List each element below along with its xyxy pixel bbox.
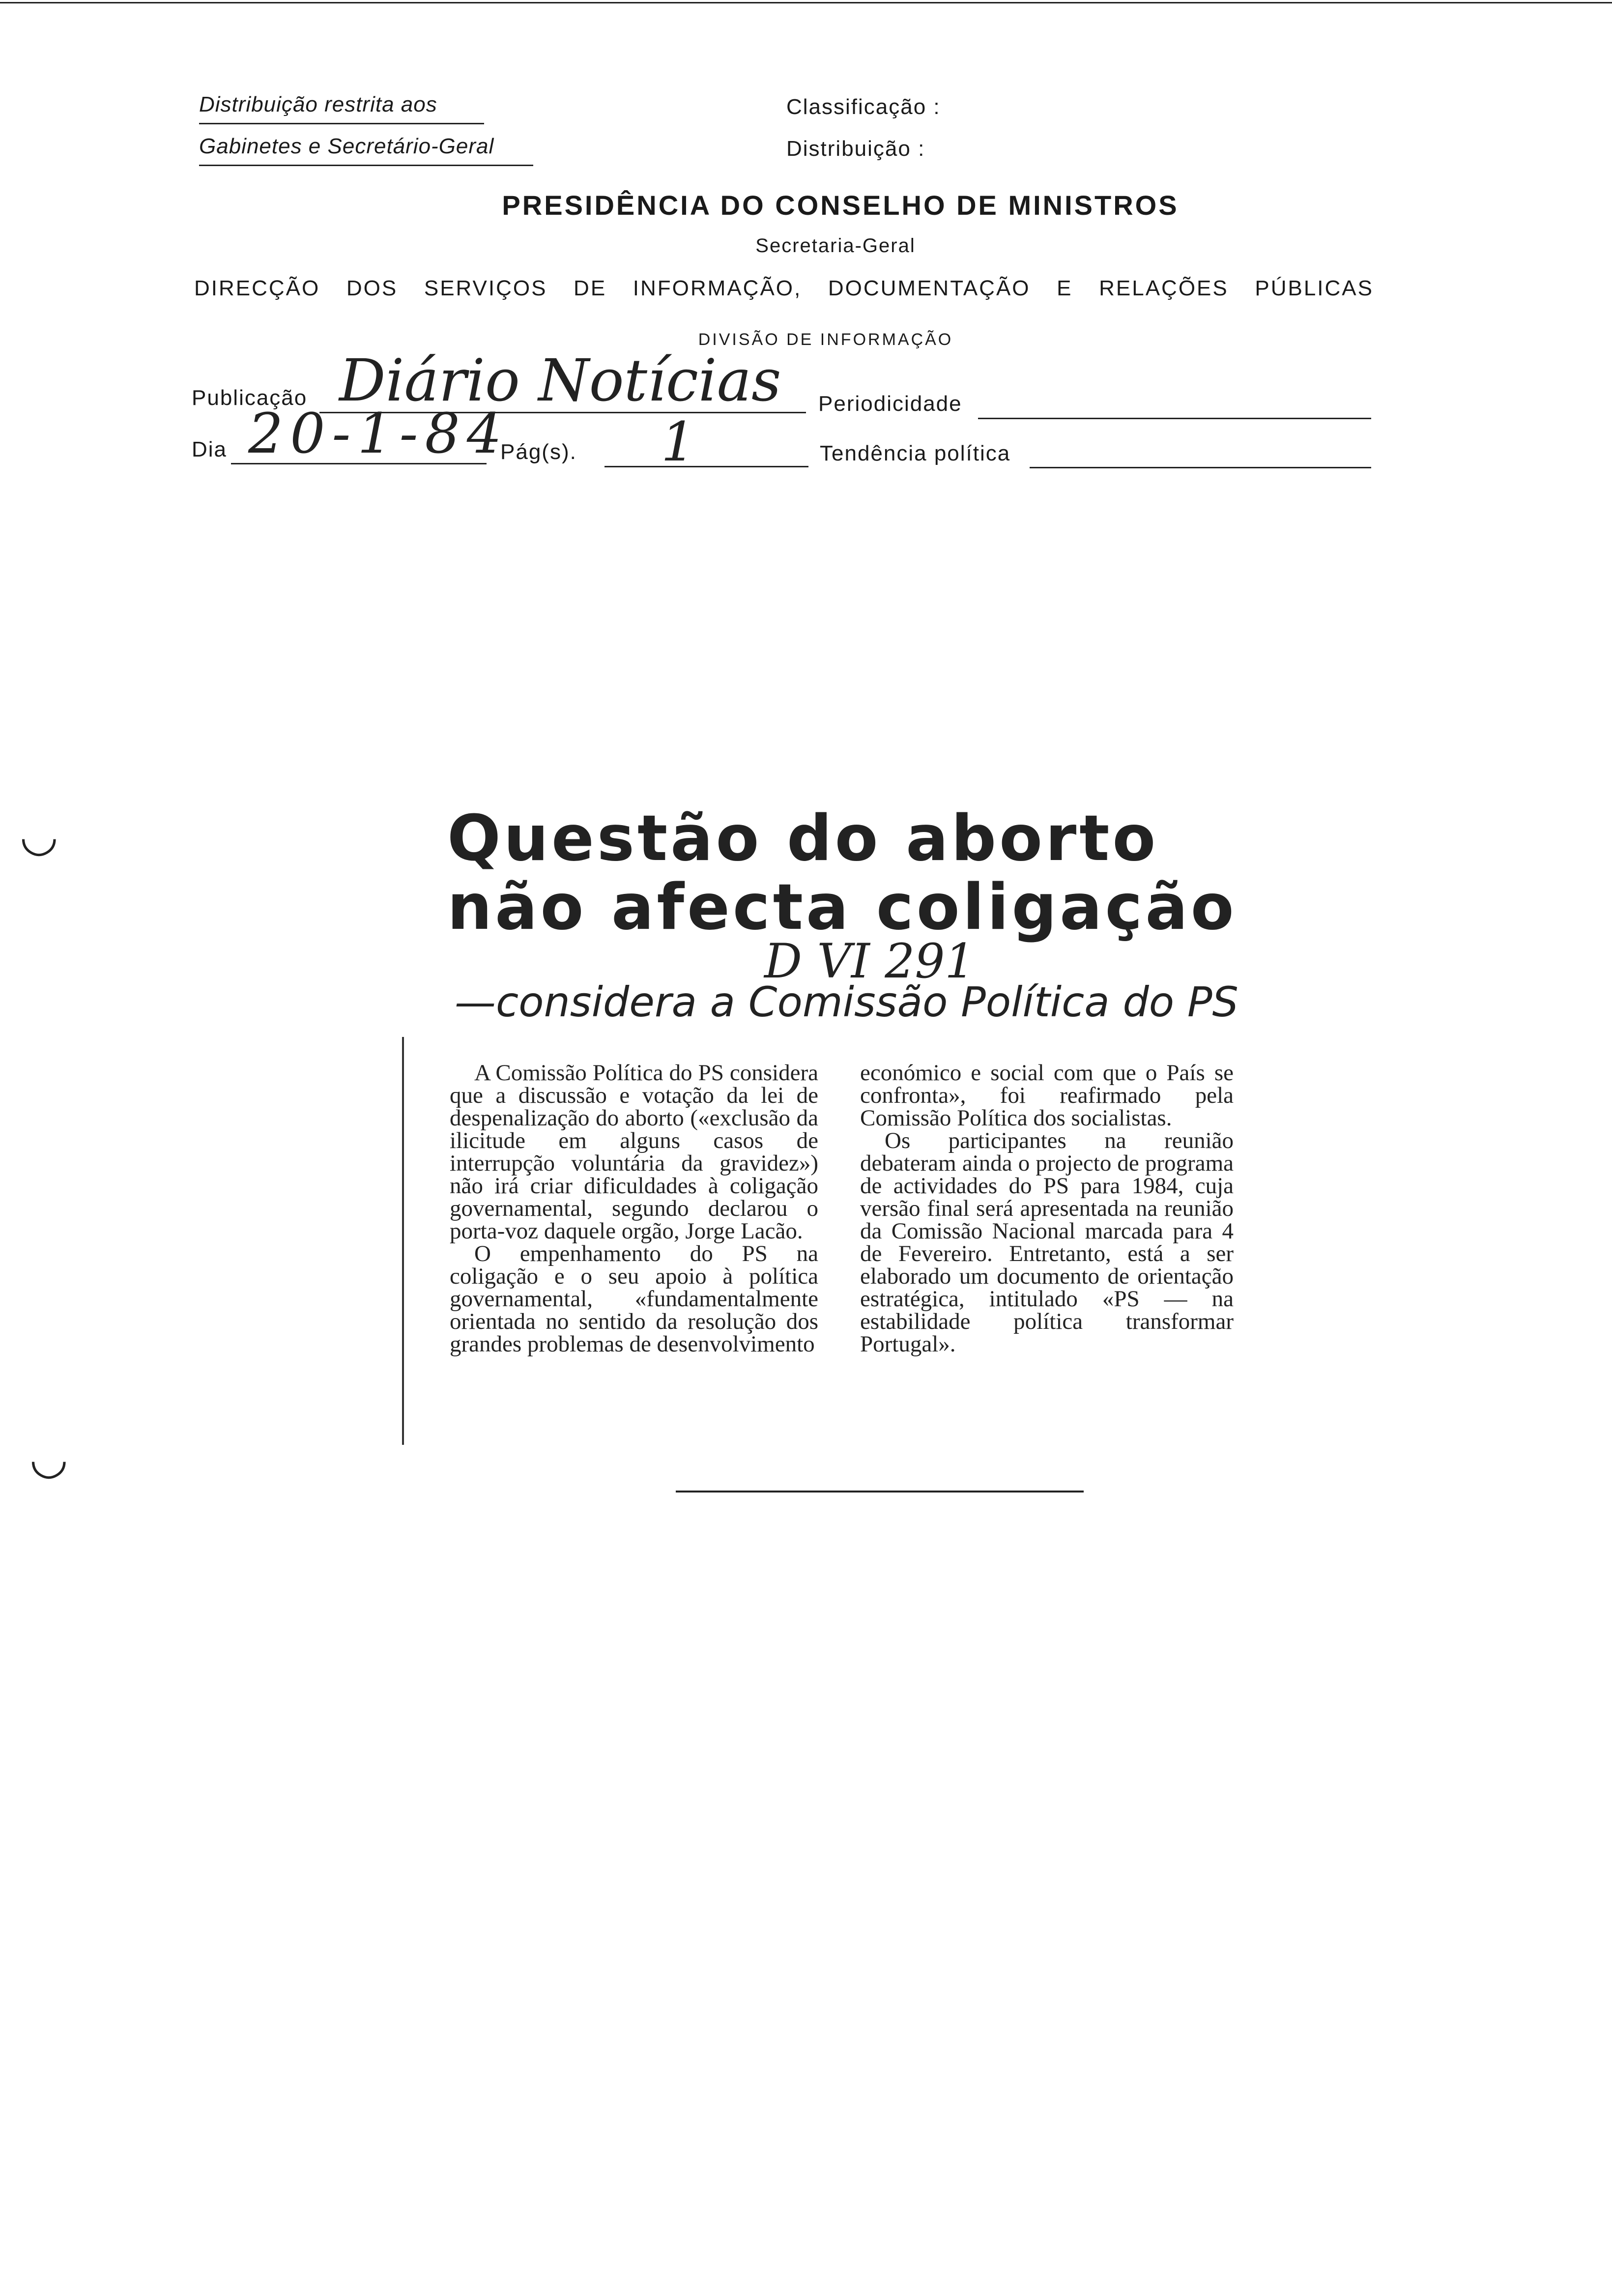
publicacao-label: Publicação — [192, 386, 308, 410]
article-deck: —considera a Comissão Política do PS — [455, 978, 1238, 1026]
hole-punch-mark-icon: ◡ — [20, 810, 58, 861]
underline — [199, 165, 533, 166]
handwritten-annotation: D VI 291 — [764, 934, 975, 989]
hole-punch-mark-icon: ◡ — [29, 1433, 68, 1484]
tendencia-label: Tendência política — [820, 441, 1011, 465]
paragraph: económico e social com que o País se confronta», foi reafirmado pela Comissão Política dos socialistas. — [860, 1060, 1234, 1131]
publicacao-handwritten: Diário Notícias — [339, 346, 781, 414]
dia-label: Dia — [192, 437, 228, 461]
pags-label: Pág(s). — [500, 440, 577, 464]
dia-handwritten: 20-1-84 — [248, 402, 509, 466]
headline-line2: não afecta coligação — [447, 871, 1237, 944]
pags-line — [604, 466, 808, 467]
restricted-line2-text: Gabinetes e Secretário-Geral — [199, 134, 494, 158]
article-column-2 — [860, 1062, 1234, 1355]
restricted-distribution-line2 — [199, 134, 533, 159]
headline-line1: Questão do aborto — [447, 802, 1159, 875]
periodicidade-label: Periodicidade — [818, 392, 962, 416]
paragraph: A Comissão Política do PS considera que a discussão e votação da lei de despenalização do aborto («exclusão da ilicitude em alguns casos de interrupção voluntária da gravidez») não irá criar dificuldades à coligação governamental, segundo declarou o porta-voz daquele orgão, Jorge Lacão. — [450, 1060, 818, 1244]
top-border-line — [0, 2, 1612, 3]
presidency-title: PRESIDÊNCIA DO CONSELHO DE MINISTROS — [502, 190, 1179, 221]
restricted-distribution-line1 — [199, 92, 484, 117]
tendencia-line — [1030, 467, 1371, 468]
classificacao-label: Classificação : — [786, 95, 941, 119]
secretaria-subtitle: Secretaria-Geral — [755, 235, 916, 257]
direccao-line: DIRECÇÃO DOS SERVIÇOS DE INFORMAÇÃO, DOCUMENTAÇÃO E RELAÇÕES PÚBLICAS — [194, 276, 1374, 300]
column-rule-left — [402, 1037, 404, 1445]
restricted-line1-text: Distribuição restrita aos — [199, 92, 437, 116]
divisao-label: DIVISÃO DE INFORMAÇÃO — [698, 330, 953, 349]
pags-handwritten: 1 — [661, 410, 695, 473]
periodicidade-line — [978, 418, 1371, 419]
distribuicao-label: Distribuição : — [786, 137, 925, 161]
paragraph: O empenhamento do PS na coligação e o seu apoio à política governamental, «fundamentalmente orientada no sentido da resolução dos grandes problemas de desenvolvimento — [450, 1241, 818, 1357]
underline — [199, 123, 484, 124]
article-column-1 — [450, 1062, 818, 1355]
paragraph: Os participantes na reunião debateram ainda o projecto de programa de actividades do PS para 1984, cuja versão final será apresentada na reunião da Comissão Nacional marcada para 4 de Fevereiro. Entretanto, está a ser elaborado um documento de orientação estratégica, intitulado «PS — na estabilidade política transformar Portugal». — [860, 1128, 1234, 1357]
article-end-rule — [676, 1491, 1084, 1492]
